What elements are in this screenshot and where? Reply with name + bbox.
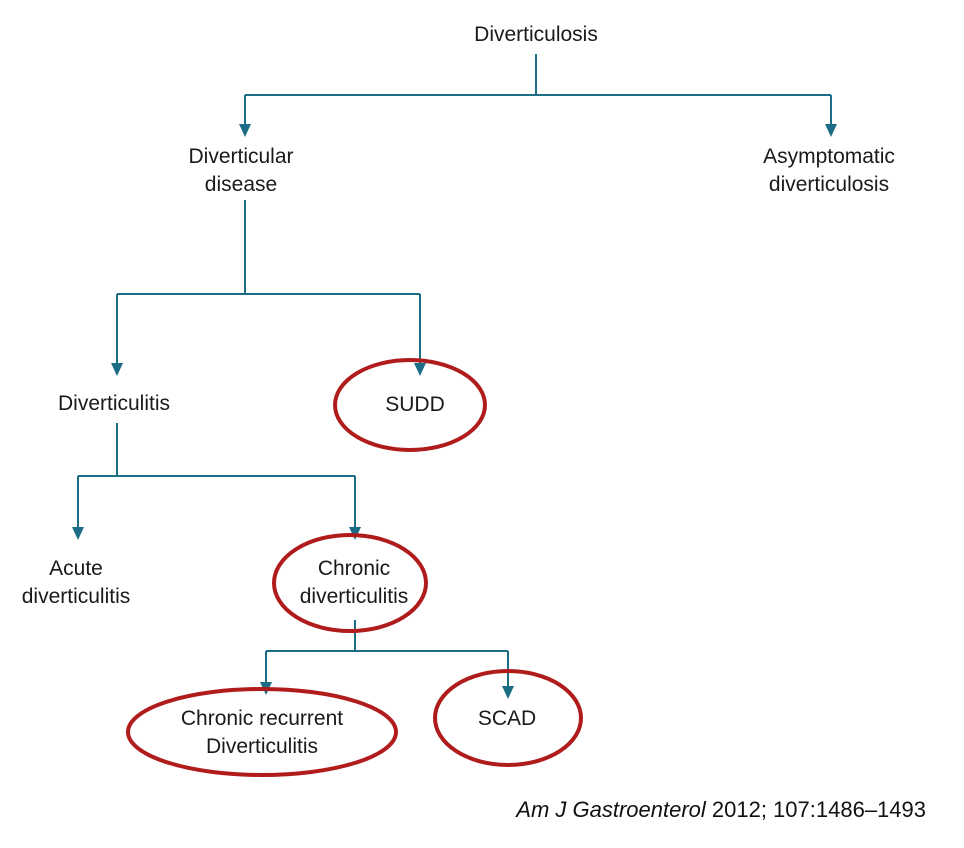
edge-chronic — [260, 620, 514, 699]
node-label: Diverticulitis — [57, 392, 171, 415]
node-label-line-2: diverticulitis — [21, 585, 131, 608]
node-label-line-1: Acute — [49, 557, 103, 580]
citation-journal: Am J Gastroenterol — [516, 797, 706, 822]
node-chronic-diverticulitis — [300, 555, 409, 611]
node-label: Diverticulosis — [474, 23, 598, 46]
node-label: SUDD — [385, 393, 445, 416]
node-label-line-1: Chronic — [317, 557, 391, 580]
edge-diverticular-disease — [111, 200, 426, 376]
node-label-line-1: Diverticular — [188, 145, 294, 168]
node-label-line-2: Diverticulitis — [205, 735, 319, 758]
edge-diverticulitis — [72, 423, 361, 540]
edge-root — [239, 54, 837, 137]
citation — [516, 797, 926, 823]
node-label-line-1: Chronic recurrent — [180, 707, 344, 730]
node-label-line-1: Asymptomatic — [763, 145, 895, 168]
node-asymptomatic-diverticulosis — [763, 143, 895, 199]
node-label-line-2: diverticulitis — [299, 585, 409, 608]
node-scad — [478, 705, 536, 733]
node-acute-diverticulitis — [22, 555, 131, 611]
node-sudd — [385, 391, 445, 419]
node-label-line-2: disease — [204, 173, 278, 196]
node-chronic-recurrent-diverticulitis — [181, 705, 343, 761]
node-diverticular-disease — [188, 143, 293, 199]
node-diverticulitis — [58, 390, 170, 418]
node-diverticulosis — [474, 21, 598, 49]
node-label-line-2: diverticulosis — [768, 173, 890, 196]
citation-details: 2012; 107:1486–1493 — [705, 797, 926, 822]
node-label: SCAD — [477, 707, 537, 730]
